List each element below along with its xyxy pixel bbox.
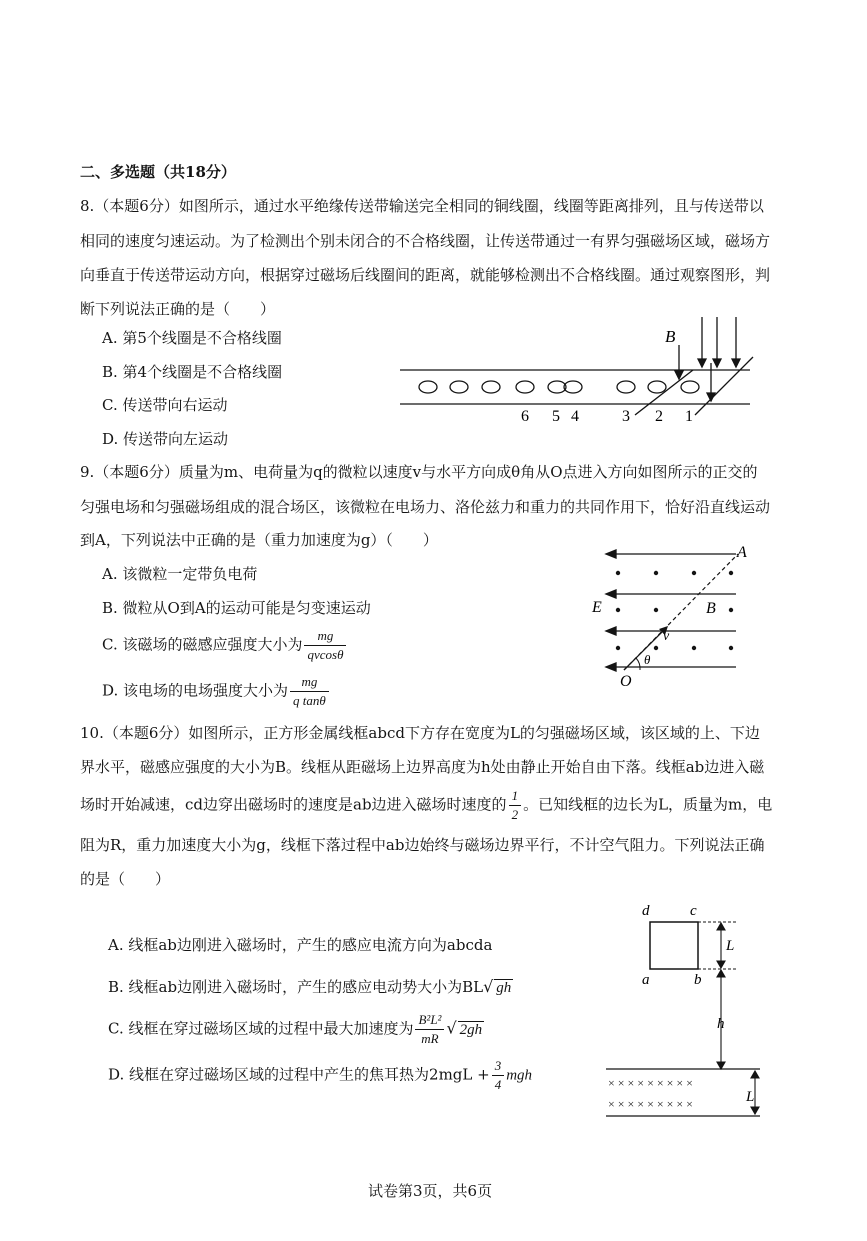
q8-option-d[interactable]: D. 传送带向左运动 — [102, 430, 229, 448]
q10-option-c-text: C. 线框在穿过磁场区域的过程中最大加速度为 — [108, 1019, 414, 1038]
q10-stem-line-5: 的是（ ） — [80, 870, 171, 888]
coil-1 — [681, 381, 699, 393]
coil-5c — [516, 381, 534, 393]
field-arrows — [675, 317, 740, 401]
q10-option-d[interactable] — [108, 1058, 532, 1093]
label-L-frame: L — [726, 938, 735, 954]
q9-option-c[interactable] — [102, 628, 348, 663]
coil-label-6: 6 — [521, 408, 529, 425]
q9-field-figure — [588, 540, 768, 690]
q10-stem-line-1: 10.（本题6分）如图所示，正方形金属线框abcd下方存在宽度为L的匀强磁场区域，该区域的上、下边 — [80, 724, 760, 742]
q9-option-d[interactable] — [102, 674, 331, 709]
svg-text:× × × × × × × × ×: × × × × × × × × × — [608, 1076, 693, 1090]
q10-stem-line-3 — [80, 788, 772, 823]
sqrt-sign: √ — [446, 1018, 457, 1038]
field-label: B — [665, 327, 676, 346]
coil-6 — [419, 381, 437, 393]
q10-stem-line-2: 界水平，磁感应强度的大小为B。线框从距磁场上边界高度为h处由静止开始自由下落。线框ab边进入磁 — [80, 758, 765, 776]
q10-stem-line-3-end: 。已知线框的边长为L，质量为m，电 — [523, 795, 773, 814]
q9-option-c-denominator: qvcosθ — [307, 647, 344, 662]
q10-stem-line-3-start: 场时开始减速，cd边穿出磁场时的速度是ab边进入磁场时速度的 — [80, 795, 507, 814]
q8-stem-line-1: 8.（本题6分）如图所示，通过水平绝缘传送带输送完全相同的铜线圈，线圈等距离排列，且与传送带以 — [80, 197, 764, 215]
q8-option-b[interactable]: B. 第4个线圈是不合格线圈 — [102, 363, 283, 381]
field-into-page-crosses — [608, 1076, 693, 1111]
q10-option-c-denominator: mR — [421, 1031, 439, 1046]
q10-option-c-fraction — [415, 1012, 444, 1047]
q10-option-d-denominator: 4 — [494, 1077, 502, 1092]
q10-option-b-radicand: gh — [496, 980, 512, 996]
q8-stem-line-4: 断下列说法正确的是（ ） — [80, 300, 276, 318]
q10-option-d-text: D. 线框在穿过磁场区域的过程中产生的焦耳热为2mgL + — [108, 1065, 490, 1084]
q9-stem-line-2: 匀强电场和匀强磁场组成的混合场区，该微粒在电场力、洛伦兹力和重力的共同作用下，恰好沿直线运动 — [80, 498, 771, 516]
coil-label-5: 5 — [552, 408, 560, 425]
coil-label-3: 3 — [622, 408, 630, 425]
q10-option-b-text: B. 线框ab边刚进入磁场时，产生的感应电动势大小为BL — [108, 978, 484, 996]
q9-option-a[interactable]: A. 该微粒一定带负电荷 — [102, 565, 258, 583]
coil-label-1: 1 — [685, 408, 693, 425]
page-footer: 试卷第3页，共6页 — [368, 1182, 493, 1200]
q10-half-fraction — [509, 788, 522, 823]
q9-option-b[interactable]: B. 微粒从O到A的运动可能是匀变速运动 — [102, 599, 371, 617]
coil-label-2: 2 — [655, 408, 663, 425]
label-theta: θ — [644, 652, 651, 667]
label-v: v — [663, 629, 670, 644]
q10-option-c-numerator: B²L² — [415, 1012, 444, 1030]
q9-stem-line-1: 9.（本题6分）质量为m、电荷量为q的微粒以速度v与水平方向成θ角从O点进入方向如图所示的正交的 — [80, 463, 758, 481]
coil-4a — [548, 381, 566, 393]
section-title: 二、多选题（共18分） — [80, 163, 236, 181]
svg-text:× × × × × × × × ×: × × × × × × × × × — [608, 1097, 693, 1111]
q10-half-numerator: 1 — [509, 788, 522, 806]
label-h: h — [717, 1016, 725, 1032]
q8-option-c[interactable]: C. 传送带向右运动 — [102, 396, 228, 414]
q10-stem-line-4: 阻为R，重力加速度大小为g，线框下落过程中ab边始终与磁场边界平行，不计空气阻力。下列说法正确 — [80, 836, 765, 854]
q9-option-d-fraction — [290, 674, 329, 709]
label-a: a — [642, 972, 650, 988]
coil-2 — [648, 381, 666, 393]
q8-conveyor-figure — [395, 315, 770, 430]
q9-option-c-fraction — [304, 628, 346, 663]
coil-5a — [450, 381, 468, 393]
q8-option-a[interactable]: A. 第5个线圈是不合格线圈 — [102, 329, 282, 347]
sqrt-sign: √ — [483, 977, 494, 996]
q8-stem-line-3: 向垂直于传送带运动方向，根据穿过磁场后线圈间的距离，就能够检测出不合格线圈。通过观察图形，判 — [80, 266, 771, 284]
q9-option-c-numerator: mg — [304, 628, 346, 646]
label-A: A — [737, 544, 747, 561]
label-E: E — [592, 599, 602, 616]
q9-stem-line-3: 到A，下列说法中正确的是（重力加速度为g）（ ） — [80, 531, 438, 549]
label-O: O — [620, 673, 632, 690]
q8-stem-line-2: 相同的速度匀速运动。为了检测出个别未闭合的不合格线圈，让传送带通过一有界匀强磁场区域，磁场方 — [80, 232, 771, 250]
q10-option-a[interactable]: A. 线框ab边刚进入磁场时，产生的感应电流方向为abcda — [108, 936, 493, 954]
coil-4b — [564, 381, 582, 393]
q9-option-d-text: D. 该电场的电场强度大小为 — [102, 681, 289, 700]
label-d: d — [642, 903, 650, 919]
label-B: B — [706, 600, 716, 617]
q9-option-d-numerator: mg — [290, 674, 329, 692]
q10-option-d-fraction — [492, 1058, 505, 1093]
coil-3 — [617, 381, 635, 393]
coil-5b — [482, 381, 500, 393]
label-b: b — [694, 972, 702, 988]
q10-option-b[interactable] — [108, 976, 513, 997]
q10-option-d-numerator: 3 — [492, 1058, 505, 1076]
q10-half-denominator: 2 — [511, 807, 519, 822]
label-L-field: L — [746, 1089, 755, 1105]
square-frame — [650, 922, 698, 969]
label-c: c — [690, 903, 697, 919]
coil-label-4: 4 — [571, 408, 579, 425]
q10-option-c[interactable] — [108, 1012, 484, 1047]
q9-option-d-denominator: q tanθ — [293, 693, 326, 708]
q10-option-c-radicand: 2gh — [459, 1021, 483, 1038]
q10-option-d-tail: mgh — [506, 1067, 533, 1084]
q9-option-c-text: C. 该磁场的磁感应强度大小为 — [102, 635, 303, 654]
q10-frame-figure — [598, 900, 770, 1125]
